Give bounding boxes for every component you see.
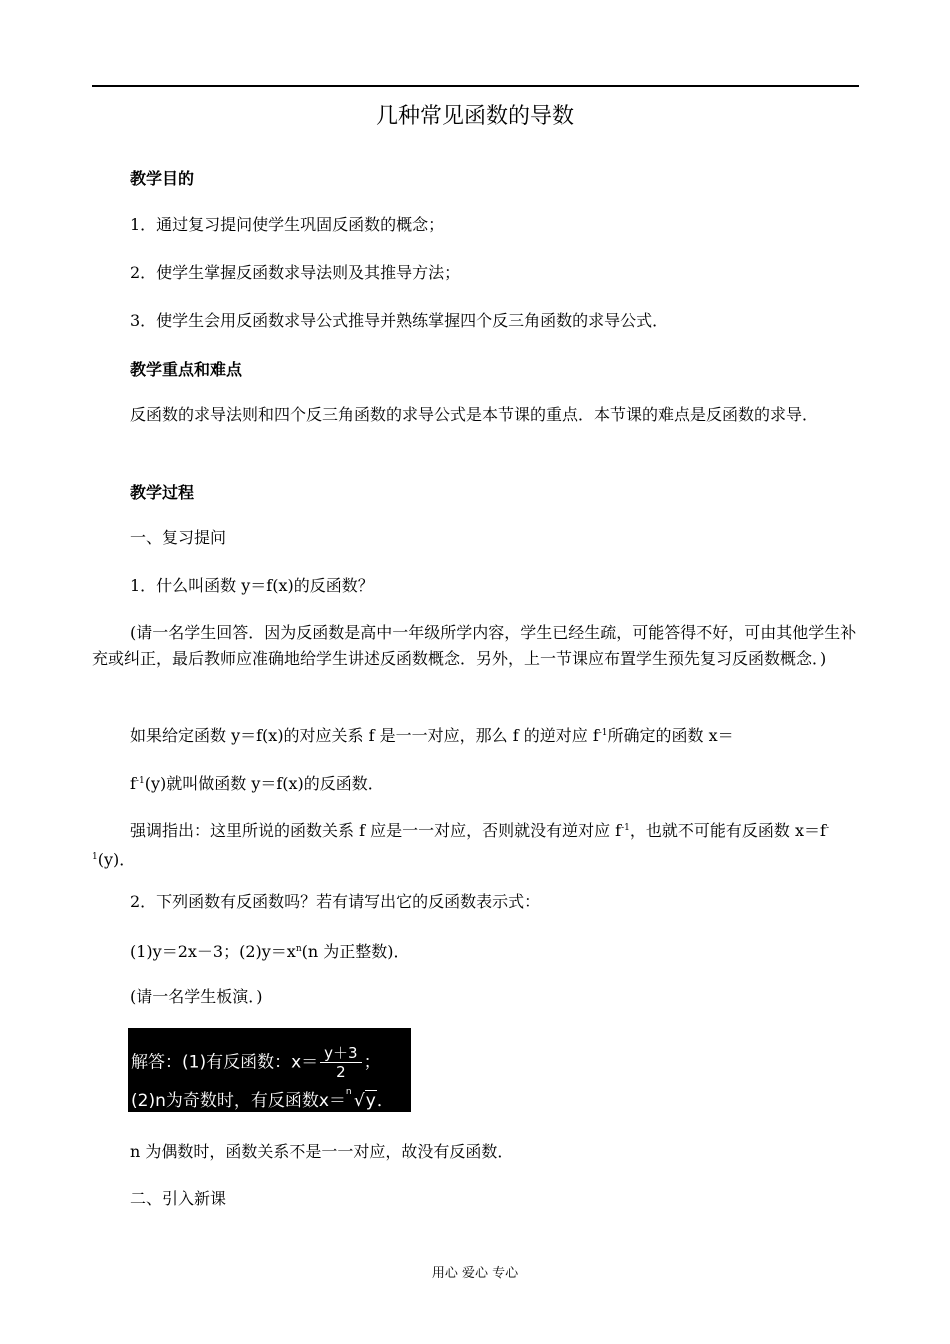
goal-item-1: 1．通过复习提问使学生巩固反函数的概念；: [130, 215, 445, 234]
emphasis-text-a: 强调指出：这里所说的函数关系 f 应是一一对应，否则就没有逆对应 f: [130, 821, 622, 840]
question-2-items: [130, 936, 410, 965]
nth-root: [345, 1087, 377, 1111]
section-heading-keypoints: 教学重点和难点: [130, 360, 243, 379]
inverse-superscript: -1: [598, 728, 608, 738]
goal-item-3: 3．使学生会用反函数求导公式推导并熟练掌握四个反三角函数的求导公式．: [130, 311, 669, 330]
root-index: n: [345, 1087, 352, 1097]
emphasis-text-c: (y)．: [97, 850, 136, 869]
answer-image: [128, 1028, 411, 1112]
review-heading: 一、复习提问: [130, 528, 227, 547]
definition-f: f: [130, 774, 136, 793]
definition-text-a: 如果给定函数 y＝f(x)的对应关系 f 是一一对应，那么 f 的逆对应 f: [130, 726, 599, 745]
root-sign: √: [353, 1091, 365, 1111]
fraction-numerator: y＋3: [320, 1044, 361, 1063]
goal-item-2: 2．使学生掌握反函数求导法则及其推导方法；: [130, 263, 461, 282]
answer-text-2: (2)n为奇数时，有反函数x＝: [131, 1091, 346, 1111]
emphasis-paragraph: [92, 815, 862, 873]
new-lesson-heading: 二、引入新课: [130, 1189, 227, 1208]
root-body: y: [365, 1091, 376, 1111]
question-2: 2．下列函数有反函数吗？若有请写出它的反函数表示式：: [130, 892, 541, 911]
keypoints-paragraph: 反函数的求导法则和四个反三角函数的求导公式是本节课的重点．本节课的难点是反函数的求导．: [130, 405, 819, 424]
answer-line-2-end: ．: [376, 1091, 394, 1111]
definition-text-b: 所确定的函数 x＝: [607, 726, 734, 745]
fraction: [320, 1044, 361, 1081]
section-heading-goals: 教学目的: [130, 169, 195, 188]
note-paragraph-1: (请一名学生回答．因为反函数是高中一年级所学内容，学生已经生疏，可能答得不好，可由其他学生补充或纠正，最后教师应准确地给学生讲述反函数概念．另外，上一节课应布置学生预先复习反函数概念．): [92, 623, 857, 668]
emphasis-text-b: ，也就不可能有反函数 x＝f: [629, 821, 826, 840]
fraction-denominator: 2: [336, 1063, 346, 1081]
items-text-b: (n 为正整数)．: [301, 942, 410, 961]
inverse-superscript: -1: [135, 776, 145, 786]
power-superscript: n: [295, 944, 302, 954]
inverse-superscript: -1: [92, 823, 829, 862]
answer-line-1: [131, 1044, 381, 1081]
question-1: 1．什么叫函数 y＝f(x)的反函数？: [130, 576, 374, 595]
items-text-a: (1)y＝2x－3；(2)y＝x: [130, 942, 296, 961]
note-2: (请一名学生板演．): [130, 987, 263, 1006]
definition-text-c: (y)就叫做函数 y＝f(x)的反函数．: [144, 774, 384, 793]
page-footer: 用心 爱心 专心: [431, 1266, 519, 1281]
even-case-text: n 为偶数时，函数关系不是一一对应，故没有反函数．: [130, 1142, 514, 1161]
section-heading-process: 教学过程: [130, 483, 195, 502]
answer-line-2: [131, 1086, 394, 1111]
definition-line-2: [130, 768, 384, 797]
top-rule: [92, 85, 859, 87]
document-title: 几种常见函数的导数: [375, 104, 574, 129]
answer-text-1: 解答：(1)有反函数：x＝: [131, 1052, 319, 1073]
inverse-superscript: -1: [621, 823, 630, 833]
answer-line-1-end: ；: [363, 1052, 381, 1073]
definition-line-1: [130, 720, 734, 749]
